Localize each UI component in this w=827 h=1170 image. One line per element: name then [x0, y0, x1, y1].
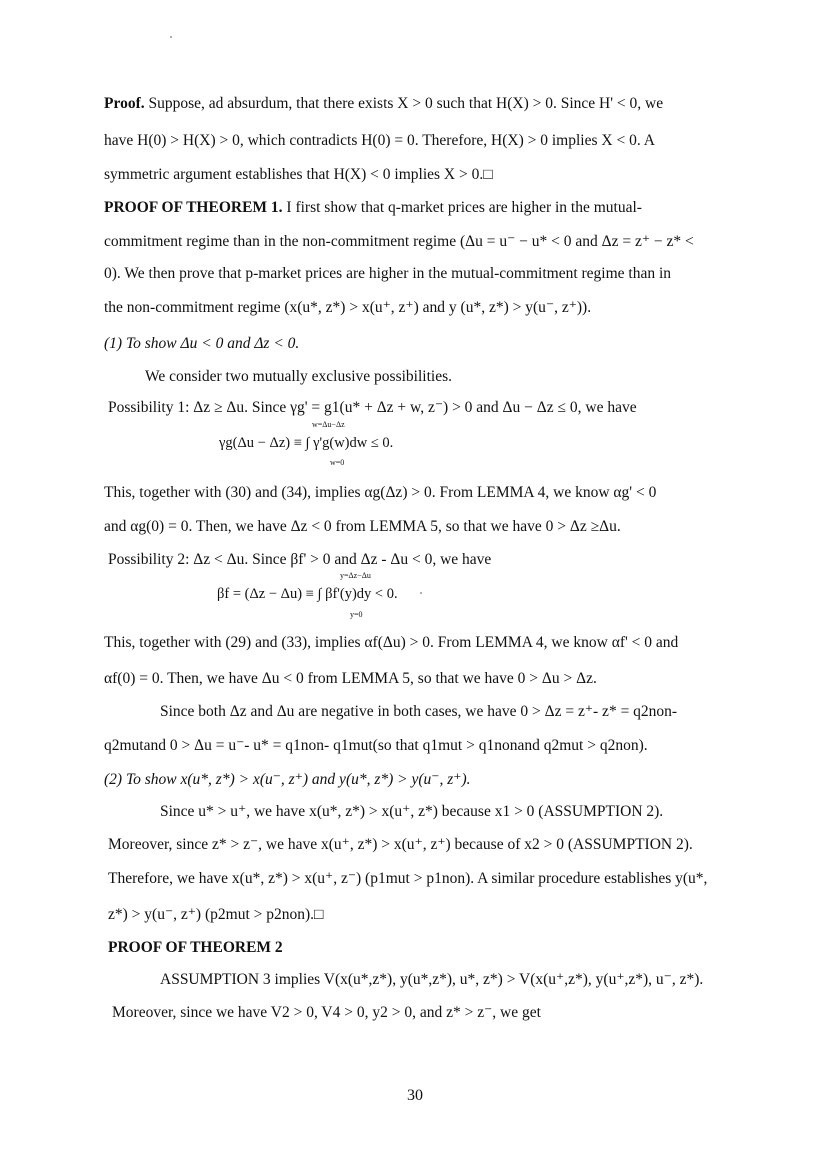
text-line: αf(0) = 0. Then, we have Δu < 0 from LEMMA 5, so that we have 0 > Δu > Δz. [104, 670, 597, 687]
page-number: 30 [407, 1087, 423, 1104]
integral-upper-limit: y=Δz−Δu [340, 571, 371, 580]
text-line: commitment regime than in the non-commitment regime (Δu = u⁻ − u* < 0 and Δz = z⁺ − z* < [104, 233, 694, 250]
text-line [104, 96, 663, 112]
text-line: ASSUMPTION 3 implies V(x(u*,z*), y(u*,z*), u*, z*) > V(x(u⁺,z*), y(u⁺,z*), u⁻, z*). [160, 971, 704, 988]
line-text: I first show that q-market prices are higher in the mutual- [286, 199, 642, 216]
equation: βf = (Δz − Δu) ≡ ∫ βf'(y)dy < 0. [217, 586, 398, 602]
text-line: We consider two mutually exclusive possibilities. [145, 368, 452, 385]
text-line: This, together with (30) and (34), implies αg(Δz) > 0. From LEMMA 4, we know αg' < 0 [104, 484, 657, 501]
theorem-heading: PROOF OF THEOREM 2 [108, 939, 283, 956]
text-line: have H(0) > H(X) > 0, which contradicts H(0) = 0. Therefore, H(X) > 0 implies X < 0. A [104, 132, 655, 149]
integral-lower-limit: y=0 [350, 610, 363, 619]
equation: γg(Δu − Δz) ≡ ∫ γ'g(w)dw ≤ 0. [219, 435, 394, 451]
text-line: This, together with (29) and (33), implies αf(Δu) > 0. From LEMMA 4, we know αf' < 0 and [104, 634, 679, 651]
integral-upper-limit: w=Δu−Δz [312, 420, 345, 429]
scan-speck [420, 592, 422, 594]
text-line: the non-commitment regime (x(u*, z*) > x(u⁺, z⁺) and y (u*, z*) > y(u⁻, z⁺)). [104, 299, 592, 316]
text-line: Since both Δz and Δu are negative in both cases, we have 0 > Δz = z⁺- z* = q2non- [160, 703, 678, 720]
text-line: Therefore, we have x(u*, z*) > x(u⁺, z⁻) (p1mut > p1non). A similar procedure establishes y(u*, [108, 870, 708, 887]
text-line: 0). We then prove that p-market prices are higher in the mutual-commitment regime than in [104, 265, 672, 282]
theorem-heading: PROOF OF THEOREM 1. [104, 199, 283, 216]
scan-speck [170, 36, 172, 38]
proof-label: Proof. [104, 95, 145, 112]
text-line: Moreover, since we have V2 > 0, V4 > 0, y2 > 0, and z* > z⁻, we get [112, 1004, 541, 1021]
text-line: and αg(0) = 0. Then, we have Δz < 0 from LEMMA 5, so that we have 0 > Δz ≥Δu. [104, 518, 621, 535]
text-line: Since u* > u⁺, we have x(u*, z*) > x(u⁺, z*) because x1 > 0 (ASSUMPTION 2). [160, 803, 664, 820]
subsection-heading: (2) To show x(u*, z*) > x(u⁻, z⁺) and y(u*, z*) > y(u⁻, z⁺). [104, 771, 471, 788]
text-line: z*) > y(u⁻, z⁺) (p2mut > p2non).□ [108, 906, 324, 923]
integral-lower-limit: w=0 [330, 458, 345, 467]
text-line: Moreover, since z* > z⁻, we have x(u⁺, z*) > x(u⁺, z⁺) because of x2 > 0 (ASSUMPTION 2). [108, 836, 693, 853]
text-line: Possibility 2: Δz < Δu. Since βf' > 0 and Δz - Δu < 0, we have [108, 551, 492, 568]
text-line: symmetric argument establishes that H(X) < 0 implies X > 0.□ [104, 166, 493, 183]
subsection-heading: (1) To show Δu < 0 and Δz < 0. [104, 335, 300, 352]
text-line: q2mutand 0 > Δu = u⁻- u* = q1non- q1mut(so that q1mut > q1nonand q2mut > q2non). [104, 737, 648, 754]
text-line [104, 200, 642, 216]
line-text: Suppose, ad absurdum, that there exists X > 0 such that H(X) > 0. Since H' < 0, we [148, 95, 664, 112]
text-line: Possibility 1: Δz ≥ Δu. Since γg' = g1(u* + Δz + w, z⁻) > 0 and Δu − Δz ≤ 0, we have [108, 399, 637, 416]
